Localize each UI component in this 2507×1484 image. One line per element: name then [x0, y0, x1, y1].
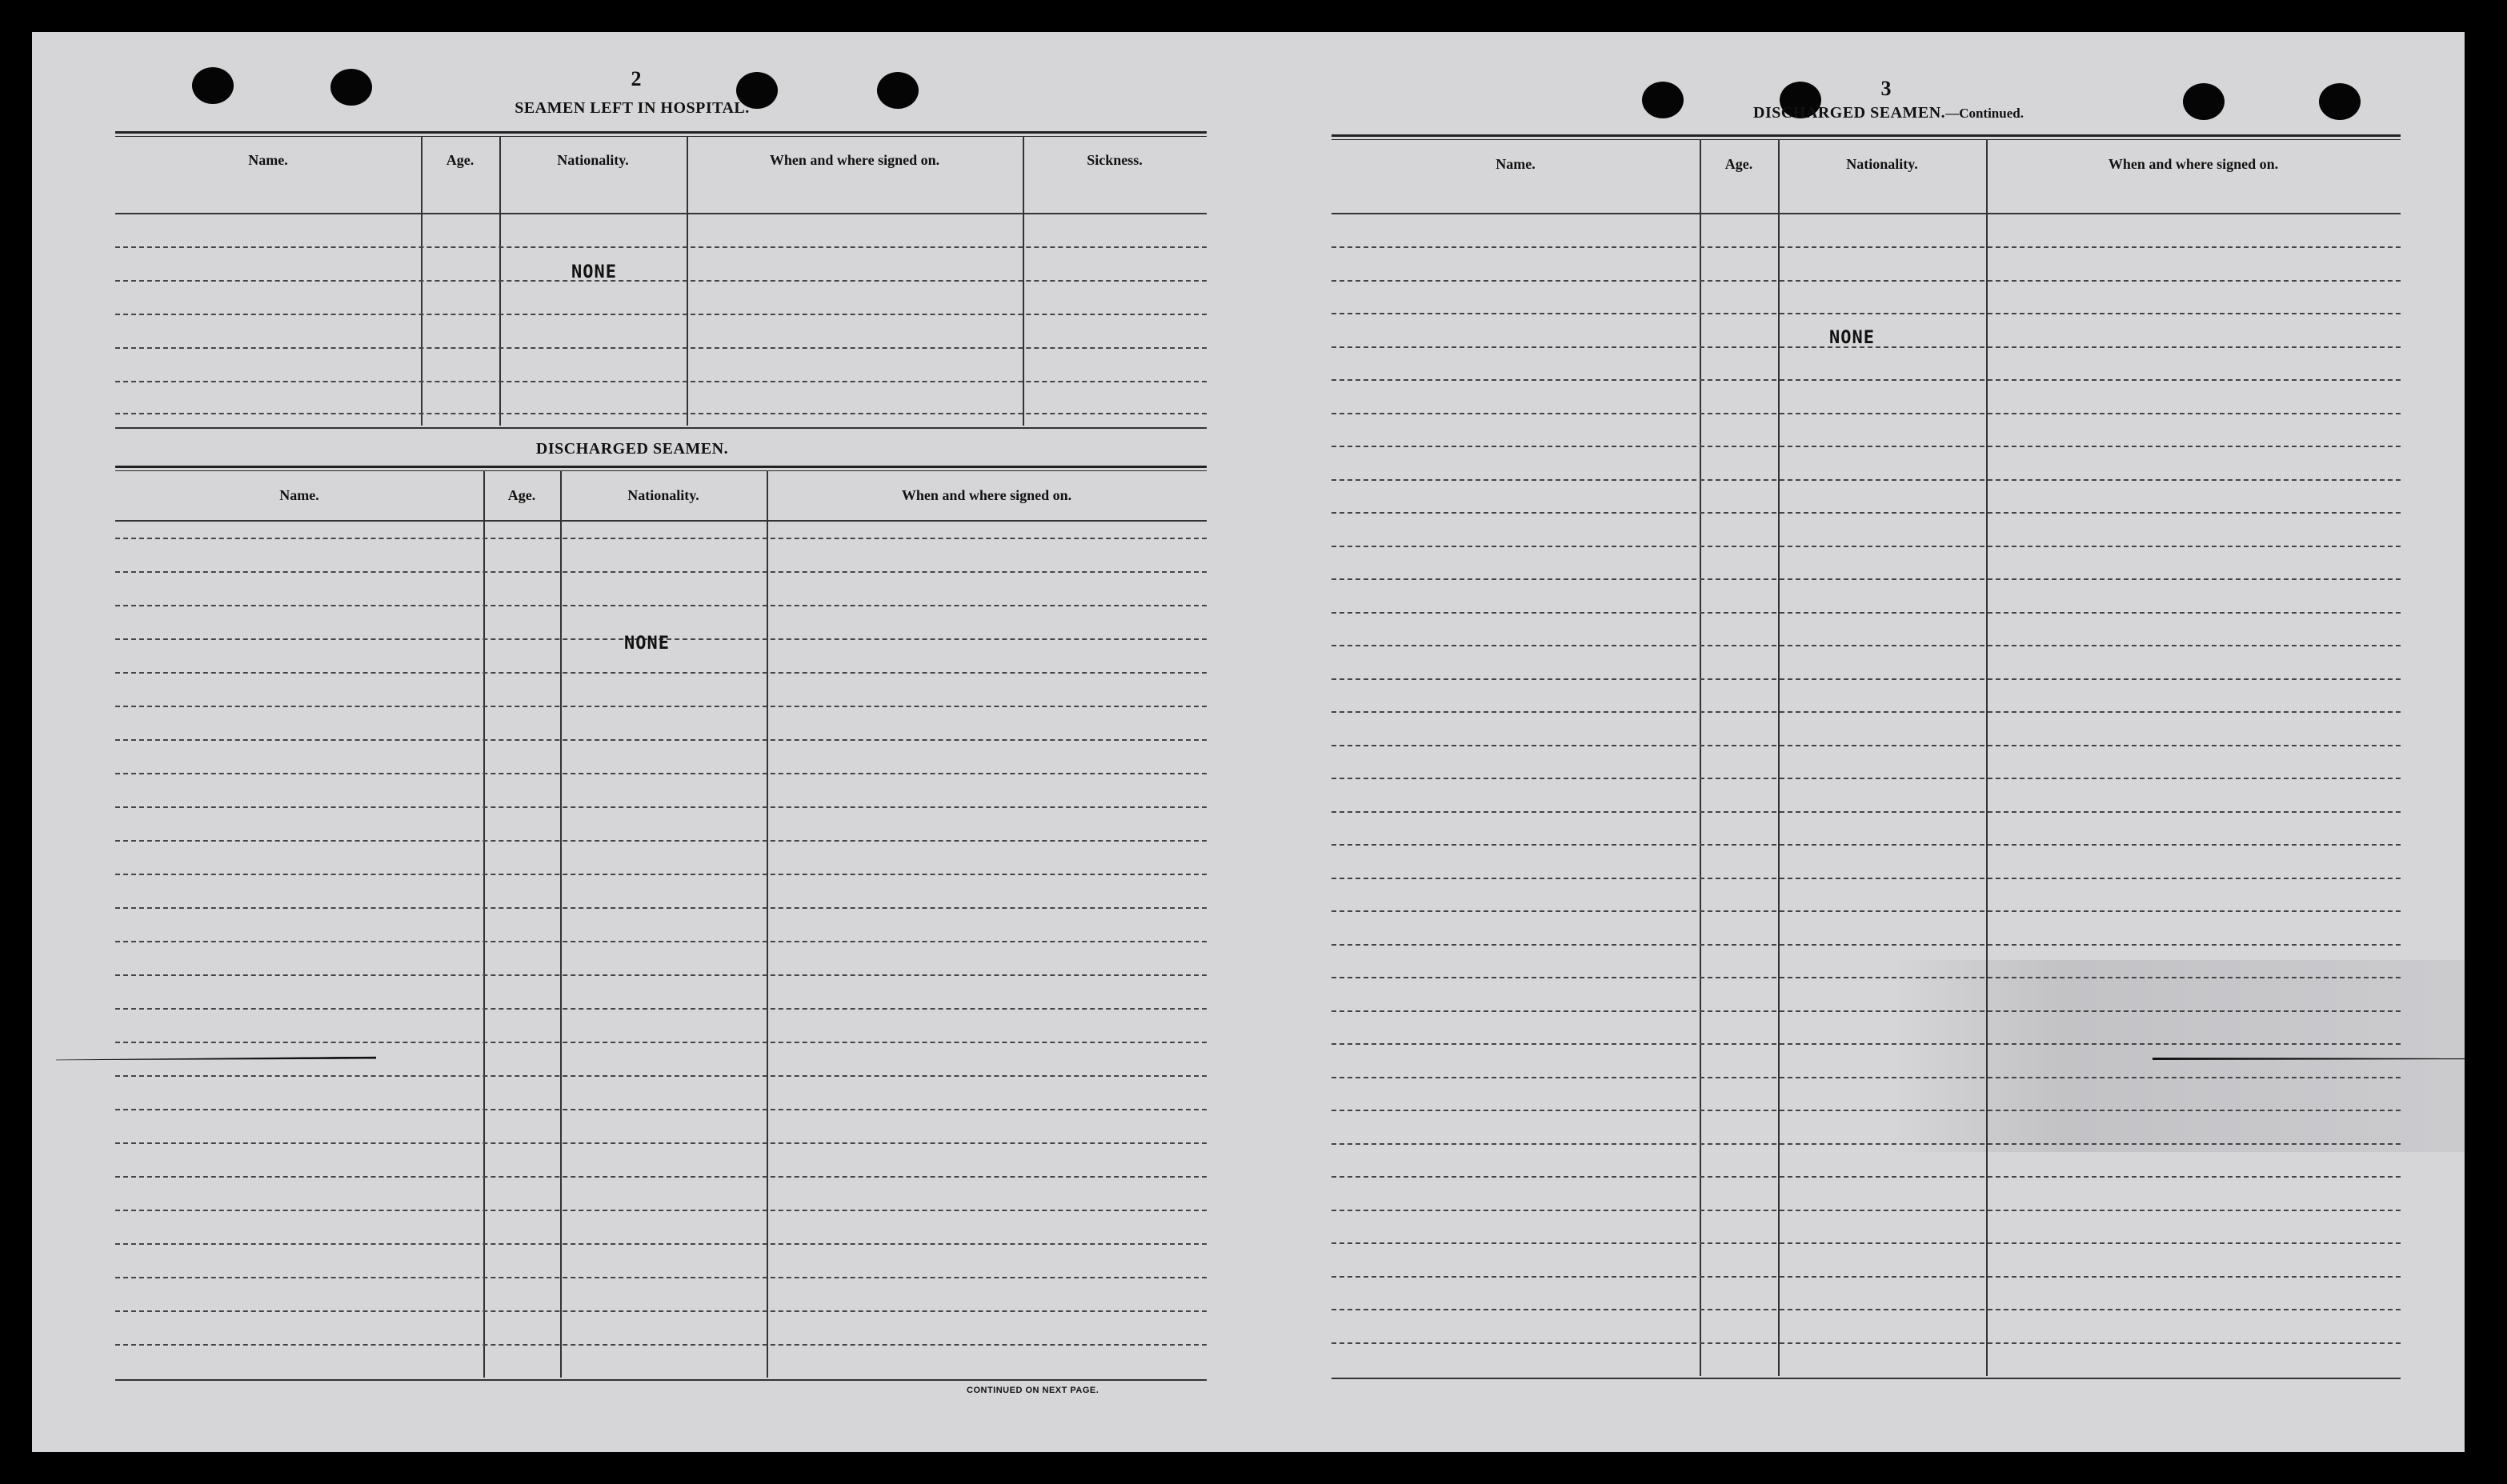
column-header-when-where: When and where signed on.: [769, 151, 940, 168]
column-header-nationality: Nationality.: [627, 486, 699, 503]
entry-line: [1332, 745, 2401, 746]
entry-line: [1332, 1143, 2401, 1145]
entry-line: [115, 941, 1207, 942]
table-bottom-rule: [1332, 1378, 2401, 1379]
entry-line: [1332, 1110, 2401, 1111]
column-divider: [1986, 139, 1988, 1376]
entry-line: [115, 840, 1207, 842]
table-bottom-rule: [115, 1379, 1207, 1381]
entry-line: [115, 672, 1207, 674]
entry-line: [115, 347, 1207, 349]
entry-line: [115, 1277, 1207, 1278]
entry-line: [1332, 413, 2401, 414]
left-page: [32, 32, 1232, 1452]
entry-line: [115, 381, 1207, 382]
discharged-table-right: [1332, 139, 2401, 1376]
header-rule: [115, 213, 1207, 214]
document-sheet: [32, 32, 2465, 1452]
column-divider: [1778, 139, 1780, 1376]
entry-line: [115, 1008, 1207, 1010]
column-header-name: Name.: [1496, 155, 1536, 172]
column-header-name: Name.: [279, 486, 319, 503]
entry-line: [115, 605, 1207, 606]
section-title-suffix: —Continued.: [1945, 106, 2024, 121]
entry-line: [1332, 910, 2401, 912]
entry-line: [115, 280, 1207, 282]
entry-line: [1332, 844, 2401, 846]
entry-line: [1332, 778, 2401, 779]
entry-line: [1332, 1309, 2401, 1310]
column-header-when-where: When and where signed on.: [901, 486, 1072, 503]
entry-line: [1332, 512, 2401, 514]
entry-line: [1332, 379, 2401, 381]
entry-line: [115, 314, 1207, 315]
entry-line: [115, 1310, 1207, 1312]
section-title-hospital: SEAMEN LEFT IN HOSPITAL.: [515, 99, 750, 117]
discharged-table-left: [115, 470, 1207, 1378]
entry-line: [115, 739, 1207, 741]
entry-line: [1332, 977, 2401, 978]
entry-line: [115, 538, 1207, 539]
column-header-age: Age.: [1724, 155, 1753, 172]
entry-line: [1332, 1043, 2401, 1045]
entry-line: [115, 1042, 1207, 1043]
entry-line: [1332, 944, 2401, 946]
entry-line: [115, 706, 1207, 707]
column-header-sickness: Sickness.: [1087, 151, 1143, 168]
entry-line: [1332, 446, 2401, 447]
column-header-name: Name.: [248, 151, 288, 168]
entry-line: [115, 974, 1207, 976]
hospital-table: [115, 136, 1207, 426]
section-title-text: DISCHARGED SEAMEN.: [1753, 104, 1946, 122]
entry-line: [1332, 246, 2401, 248]
column-divider: [560, 470, 562, 1378]
right-page: [1232, 32, 2465, 1452]
entry-line: [1332, 1077, 2401, 1078]
column-header-nationality: Nationality.: [557, 151, 629, 168]
entry-line: [1332, 678, 2401, 680]
entry-line: [1332, 313, 2401, 314]
table-bottom-rule: [115, 427, 1207, 429]
entry-line: [115, 246, 1207, 248]
entry-line: [1332, 1210, 2401, 1211]
entry-line: [115, 571, 1207, 573]
column-divider: [483, 470, 485, 1378]
none-stamp: NONE: [624, 634, 670, 654]
entry-line: [115, 773, 1207, 774]
entry-line: [115, 1176, 1207, 1178]
header-rule: [115, 520, 1207, 522]
entry-line: [1332, 878, 2401, 879]
entry-line: [1332, 1276, 2401, 1278]
entry-line: [115, 1142, 1207, 1144]
entry-line: [1332, 578, 2401, 580]
section-title-discharged-continued: [1632, 104, 2145, 122]
entry-line: [1332, 546, 2401, 547]
entry-line: [1332, 280, 2401, 282]
entry-line: [115, 874, 1207, 875]
entry-line: [1332, 1342, 2401, 1344]
column-header-when-where: When and where signed on.: [2108, 155, 2279, 172]
entry-line: [1332, 1242, 2401, 1244]
entry-line: [115, 1243, 1207, 1245]
none-stamp: NONE: [571, 262, 617, 282]
entry-line: [115, 1109, 1207, 1110]
column-divider: [1700, 139, 1701, 1376]
entry-line: [1332, 645, 2401, 646]
header-rule: [1332, 213, 2401, 214]
entry-line: [115, 413, 1207, 414]
entry-line: [1332, 1176, 2401, 1178]
page-number: 3: [1880, 77, 1892, 100]
column-divider: [767, 470, 768, 1378]
entry-line: [115, 1344, 1207, 1346]
page-number: 2: [631, 67, 642, 90]
section-title-discharged: DISCHARGED SEAMEN.: [535, 440, 729, 458]
entry-line: [1332, 711, 2401, 713]
column-header-age: Age.: [446, 151, 475, 168]
entry-line: [1332, 479, 2401, 481]
column-header-age: Age.: [507, 486, 536, 503]
entry-line: [115, 1075, 1207, 1077]
none-stamp: NONE: [1829, 328, 1875, 348]
entry-line: [1332, 811, 2401, 813]
column-header-nationality: Nationality.: [1846, 155, 1918, 172]
entry-line: [115, 907, 1207, 909]
entry-line: [1332, 1010, 2401, 1012]
entry-line: [115, 806, 1207, 808]
continued-note: CONTINUED ON NEXT PAGE.: [967, 1386, 1099, 1395]
entry-line: [115, 1210, 1207, 1211]
entry-line: [1332, 612, 2401, 614]
